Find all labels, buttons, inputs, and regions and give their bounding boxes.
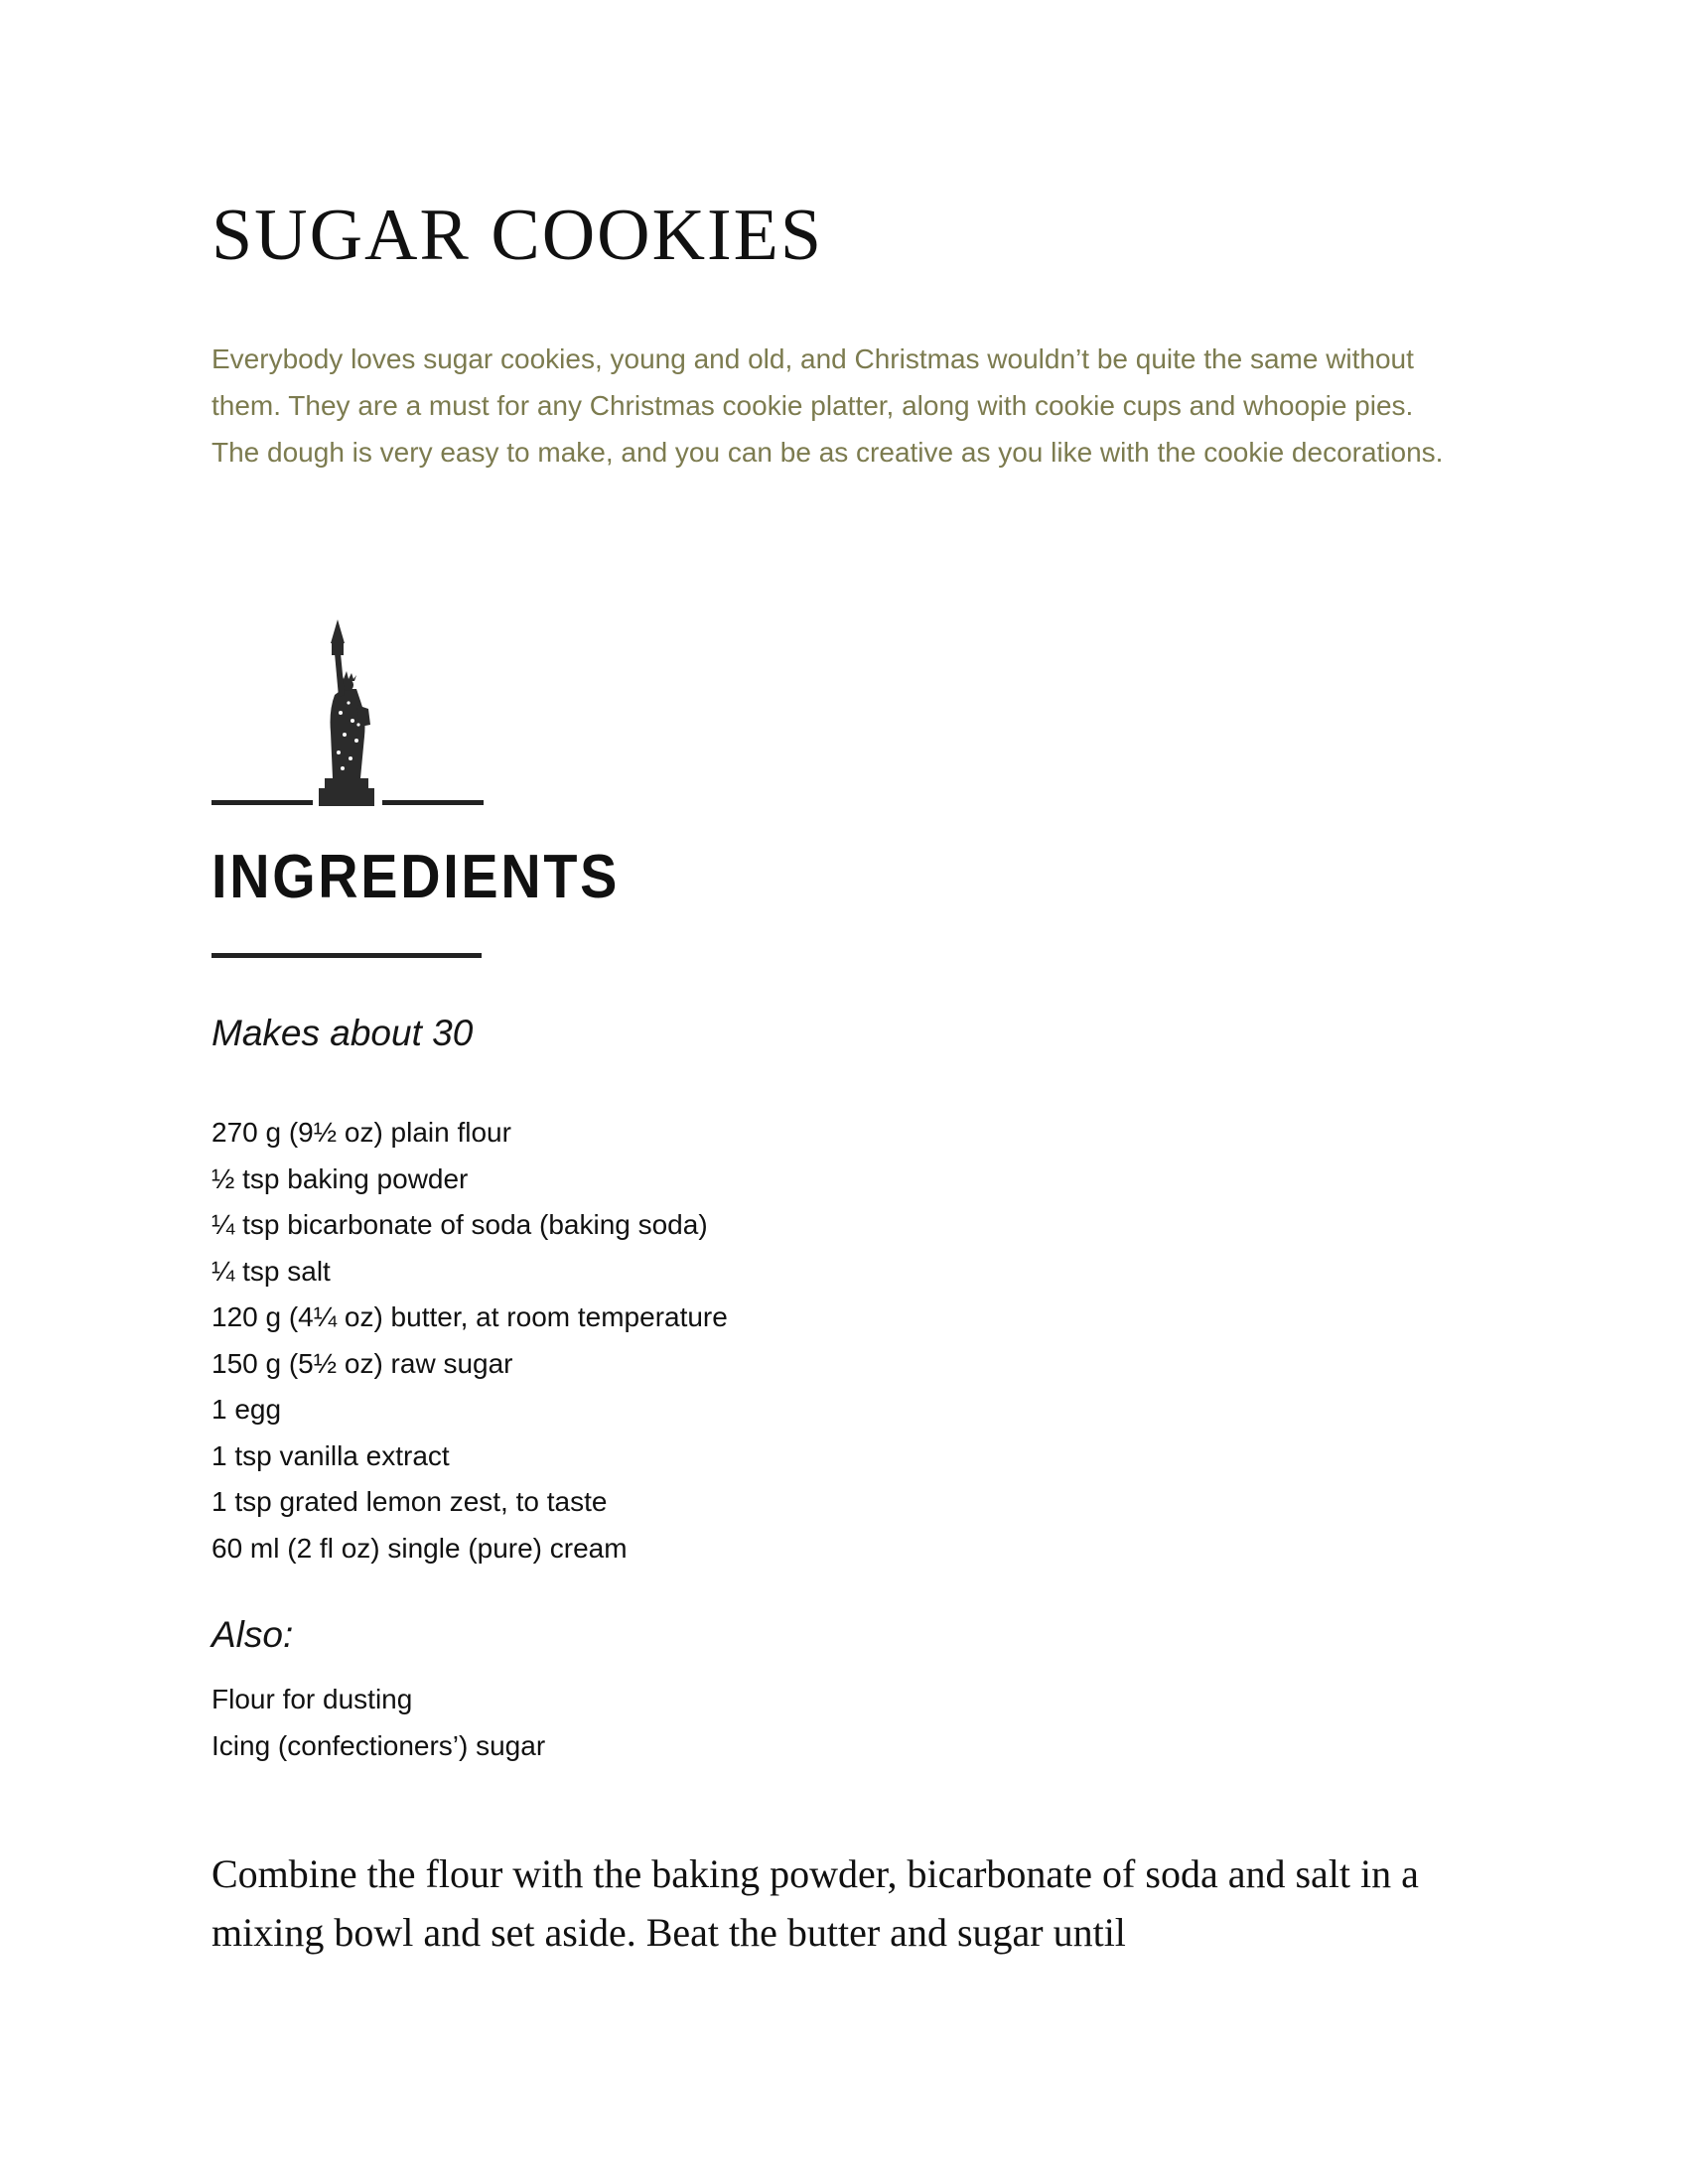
statue-of-liberty-icon <box>211 614 486 810</box>
recipe-intro: Everybody loves sugar cookies, young and old, and Christmas wouldn’t be quite the same without them. They are a must for any Christmas cookie platter, along with cookie cups and whoopie pies. The dough is very easy to make, and you can be as creative as you like with the cookie decorations. <box>211 343 1444 468</box>
ingredient-item: ½ tsp baking powder <box>211 1162 469 1194</box>
heading-underline <box>211 953 482 958</box>
ingredient-item: 120 g (4¼ oz) butter, at room temperature <box>211 1301 728 1332</box>
recipe-title: SUGAR COOKIES <box>211 195 824 276</box>
ingredient-list <box>211 1110 728 1571</box>
method-paragraph: Combine the flour with the baking powder, bicarbonate of soda and salt in a mixing bowl and set aside. Beat the butter and sugar until <box>211 1851 1419 1955</box>
also-label: Also: <box>211 1614 294 1655</box>
extras-list <box>211 1676 545 1769</box>
ingredient-item: ¼ tsp salt <box>211 1255 331 1287</box>
ingredient-item: 1 egg <box>211 1394 282 1425</box>
ingredient-item: 60 ml (2 fl oz) single (pure) cream <box>211 1532 628 1564</box>
ingredient-item: 270 g (9½ oz) plain flour <box>211 1117 511 1148</box>
section-emblem <box>211 614 486 810</box>
ingredient-item: 150 g (5½ oz) raw sugar <box>211 1347 513 1379</box>
recipe-yield: Makes about 30 <box>211 1013 474 1053</box>
extra-item: Icing (confectioners’) sugar <box>211 1730 546 1761</box>
ingredient-item: 1 tsp vanilla extract <box>211 1439 450 1471</box>
ingredient-item: ¼ tsp bicarbonate of soda (baking soda) <box>211 1209 708 1240</box>
extra-item: Flour for dusting <box>211 1684 413 1714</box>
ingredients-heading: INGREDIENTS <box>211 843 621 911</box>
ingredient-item: 1 tsp grated lemon zest, to taste <box>211 1486 608 1517</box>
